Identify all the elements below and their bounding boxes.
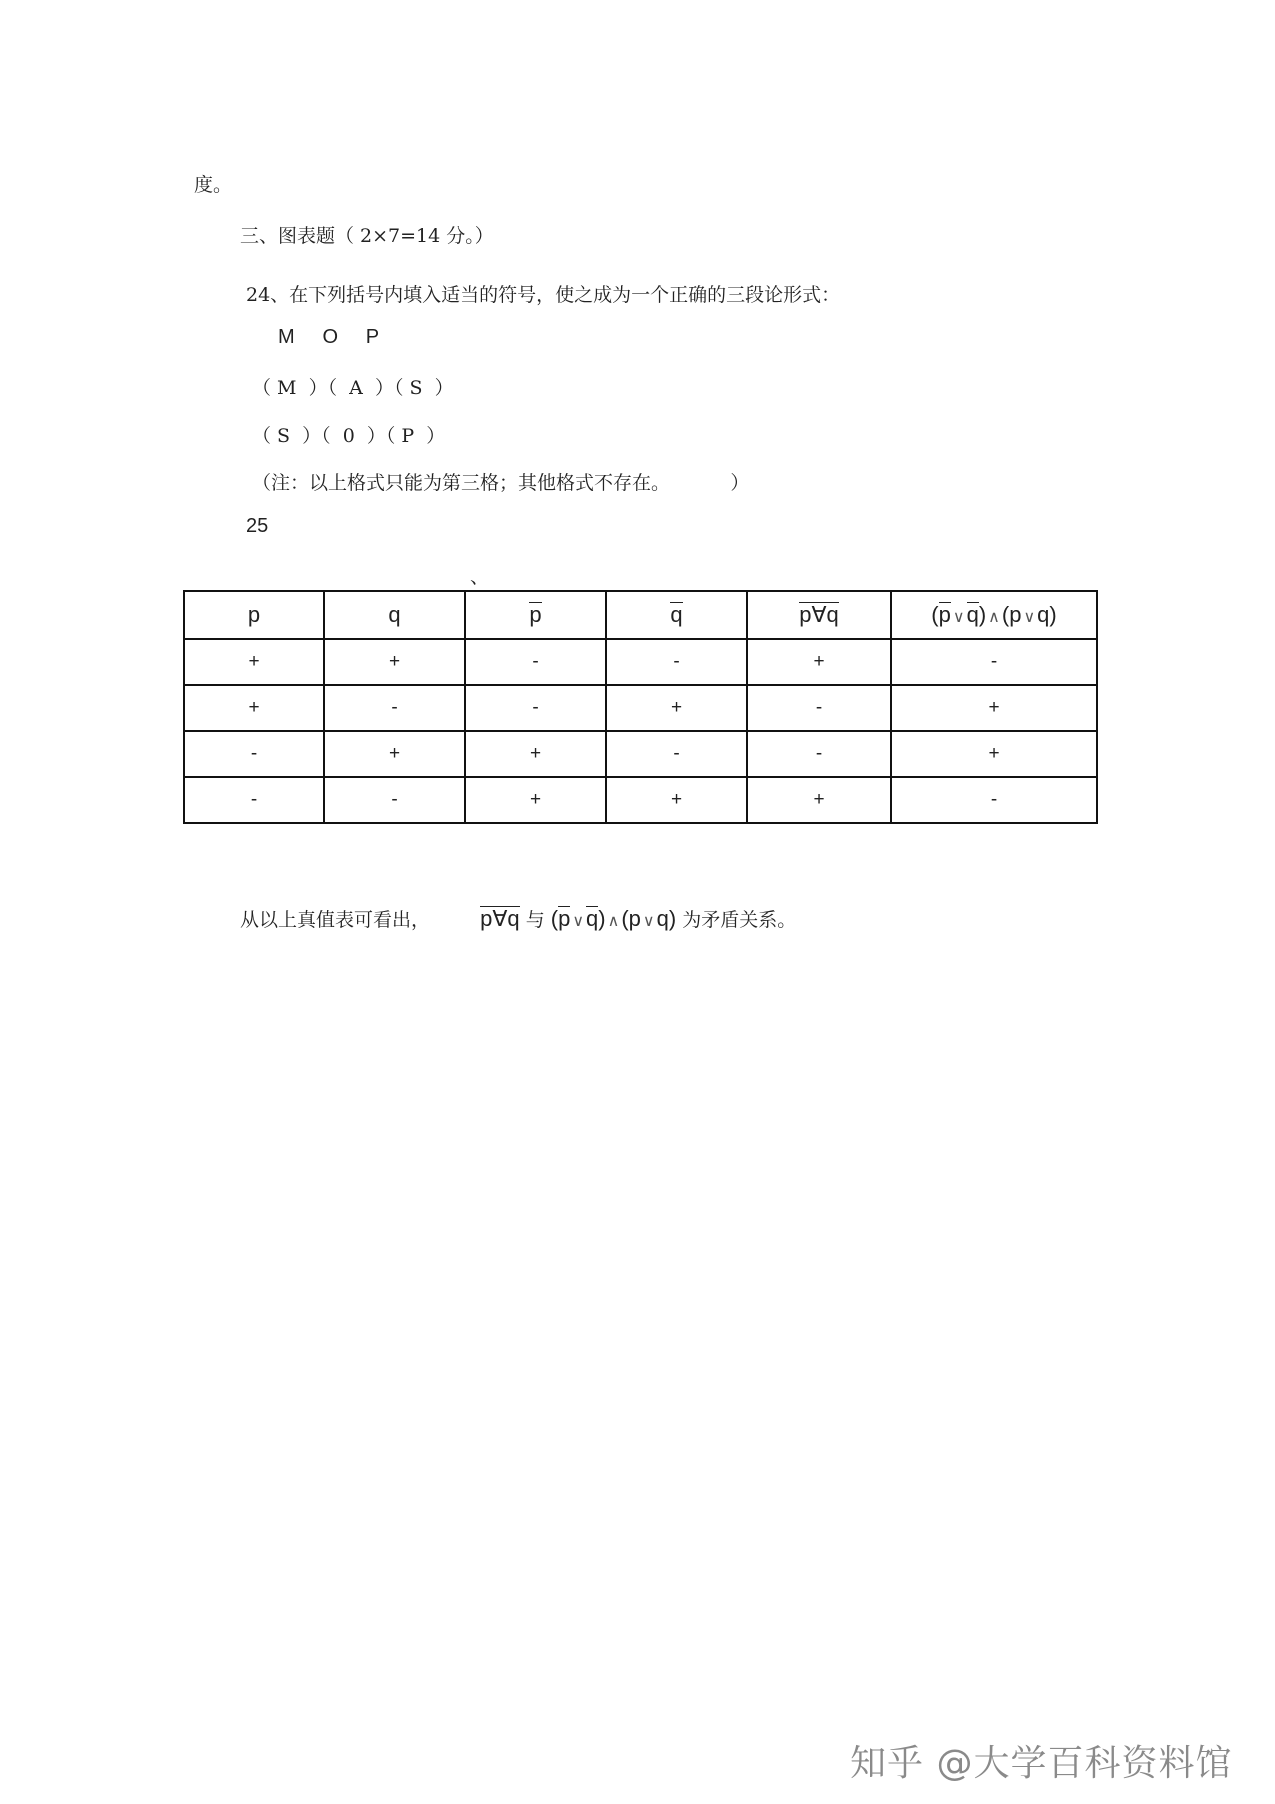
table-cell: -: [324, 685, 465, 731]
conclusion-prefix: 从以上真值表可看出，: [240, 909, 431, 931]
watermark: 知乎 @大学百科资料馆: [850, 1743, 1233, 1784]
table-cell: +: [324, 639, 465, 685]
table-cell: -: [465, 685, 606, 731]
table-cell: +: [606, 685, 747, 731]
table-cell: +: [465, 731, 606, 777]
text-line-du: 度。: [194, 174, 233, 196]
table-cell: -: [184, 731, 324, 777]
syllogism-row-1: （ M ）（ A ）（ S ）: [252, 377, 454, 399]
table-cell: -: [606, 639, 747, 685]
mop-line: M O P: [278, 326, 380, 348]
question-25-number: 25: [246, 515, 269, 537]
dunhao-mark: 、: [470, 566, 490, 588]
truth-table-header-row: [184, 591, 1097, 639]
header-compound-formula: (p ∨q) ∧(p ∨q): [891, 591, 1097, 639]
table-cell: +: [184, 639, 324, 685]
table-cell: +: [747, 639, 891, 685]
table-cell: +: [324, 731, 465, 777]
table-cell: +: [891, 731, 1097, 777]
table-cell: -: [891, 777, 1097, 823]
table-cell: -: [184, 777, 324, 823]
table-cell: -: [747, 685, 891, 731]
table-cell: -: [465, 639, 606, 685]
table-row: [184, 777, 1097, 823]
table-cell: +: [184, 685, 324, 731]
header-p: p: [184, 591, 324, 639]
formula-compound: (p ∨q) ∧(p ∨q): [550, 906, 677, 931]
table-row: [184, 685, 1097, 731]
question-24: 24、在下列括号内填入适当的符号，使之成为一个正确的三段论形式：: [246, 284, 841, 306]
table-cell: -: [891, 639, 1097, 685]
table-cell: -: [324, 777, 465, 823]
section-heading: 三、图表题（ 2×7=14 分。）: [240, 225, 494, 247]
header-q: q: [324, 591, 465, 639]
header-not-p: p: [465, 591, 606, 639]
header-not-q: q: [606, 591, 747, 639]
conclusion-line: [240, 905, 796, 932]
table-cell: +: [891, 685, 1097, 731]
syllogism-row-2: （ S ）（ 0 ）（ P ）: [252, 425, 446, 447]
truth-table: [183, 590, 1098, 824]
table-cell: -: [606, 731, 747, 777]
table-cell: +: [606, 777, 747, 823]
note-line: （注：以上格式只能为第三格；其他格式不存在。 ）: [252, 472, 750, 494]
table-cell: +: [747, 777, 891, 823]
table-row: [184, 731, 1097, 777]
header-p-xor-q: p∀q: [747, 591, 891, 639]
formula-p-xor-q: p∀q: [480, 906, 520, 931]
table-row: [184, 639, 1097, 685]
table-cell: +: [465, 777, 606, 823]
table-cell: -: [747, 731, 891, 777]
conclusion-suffix: 为矛盾关系。: [682, 909, 797, 931]
conclusion-mid: 与: [525, 909, 545, 931]
